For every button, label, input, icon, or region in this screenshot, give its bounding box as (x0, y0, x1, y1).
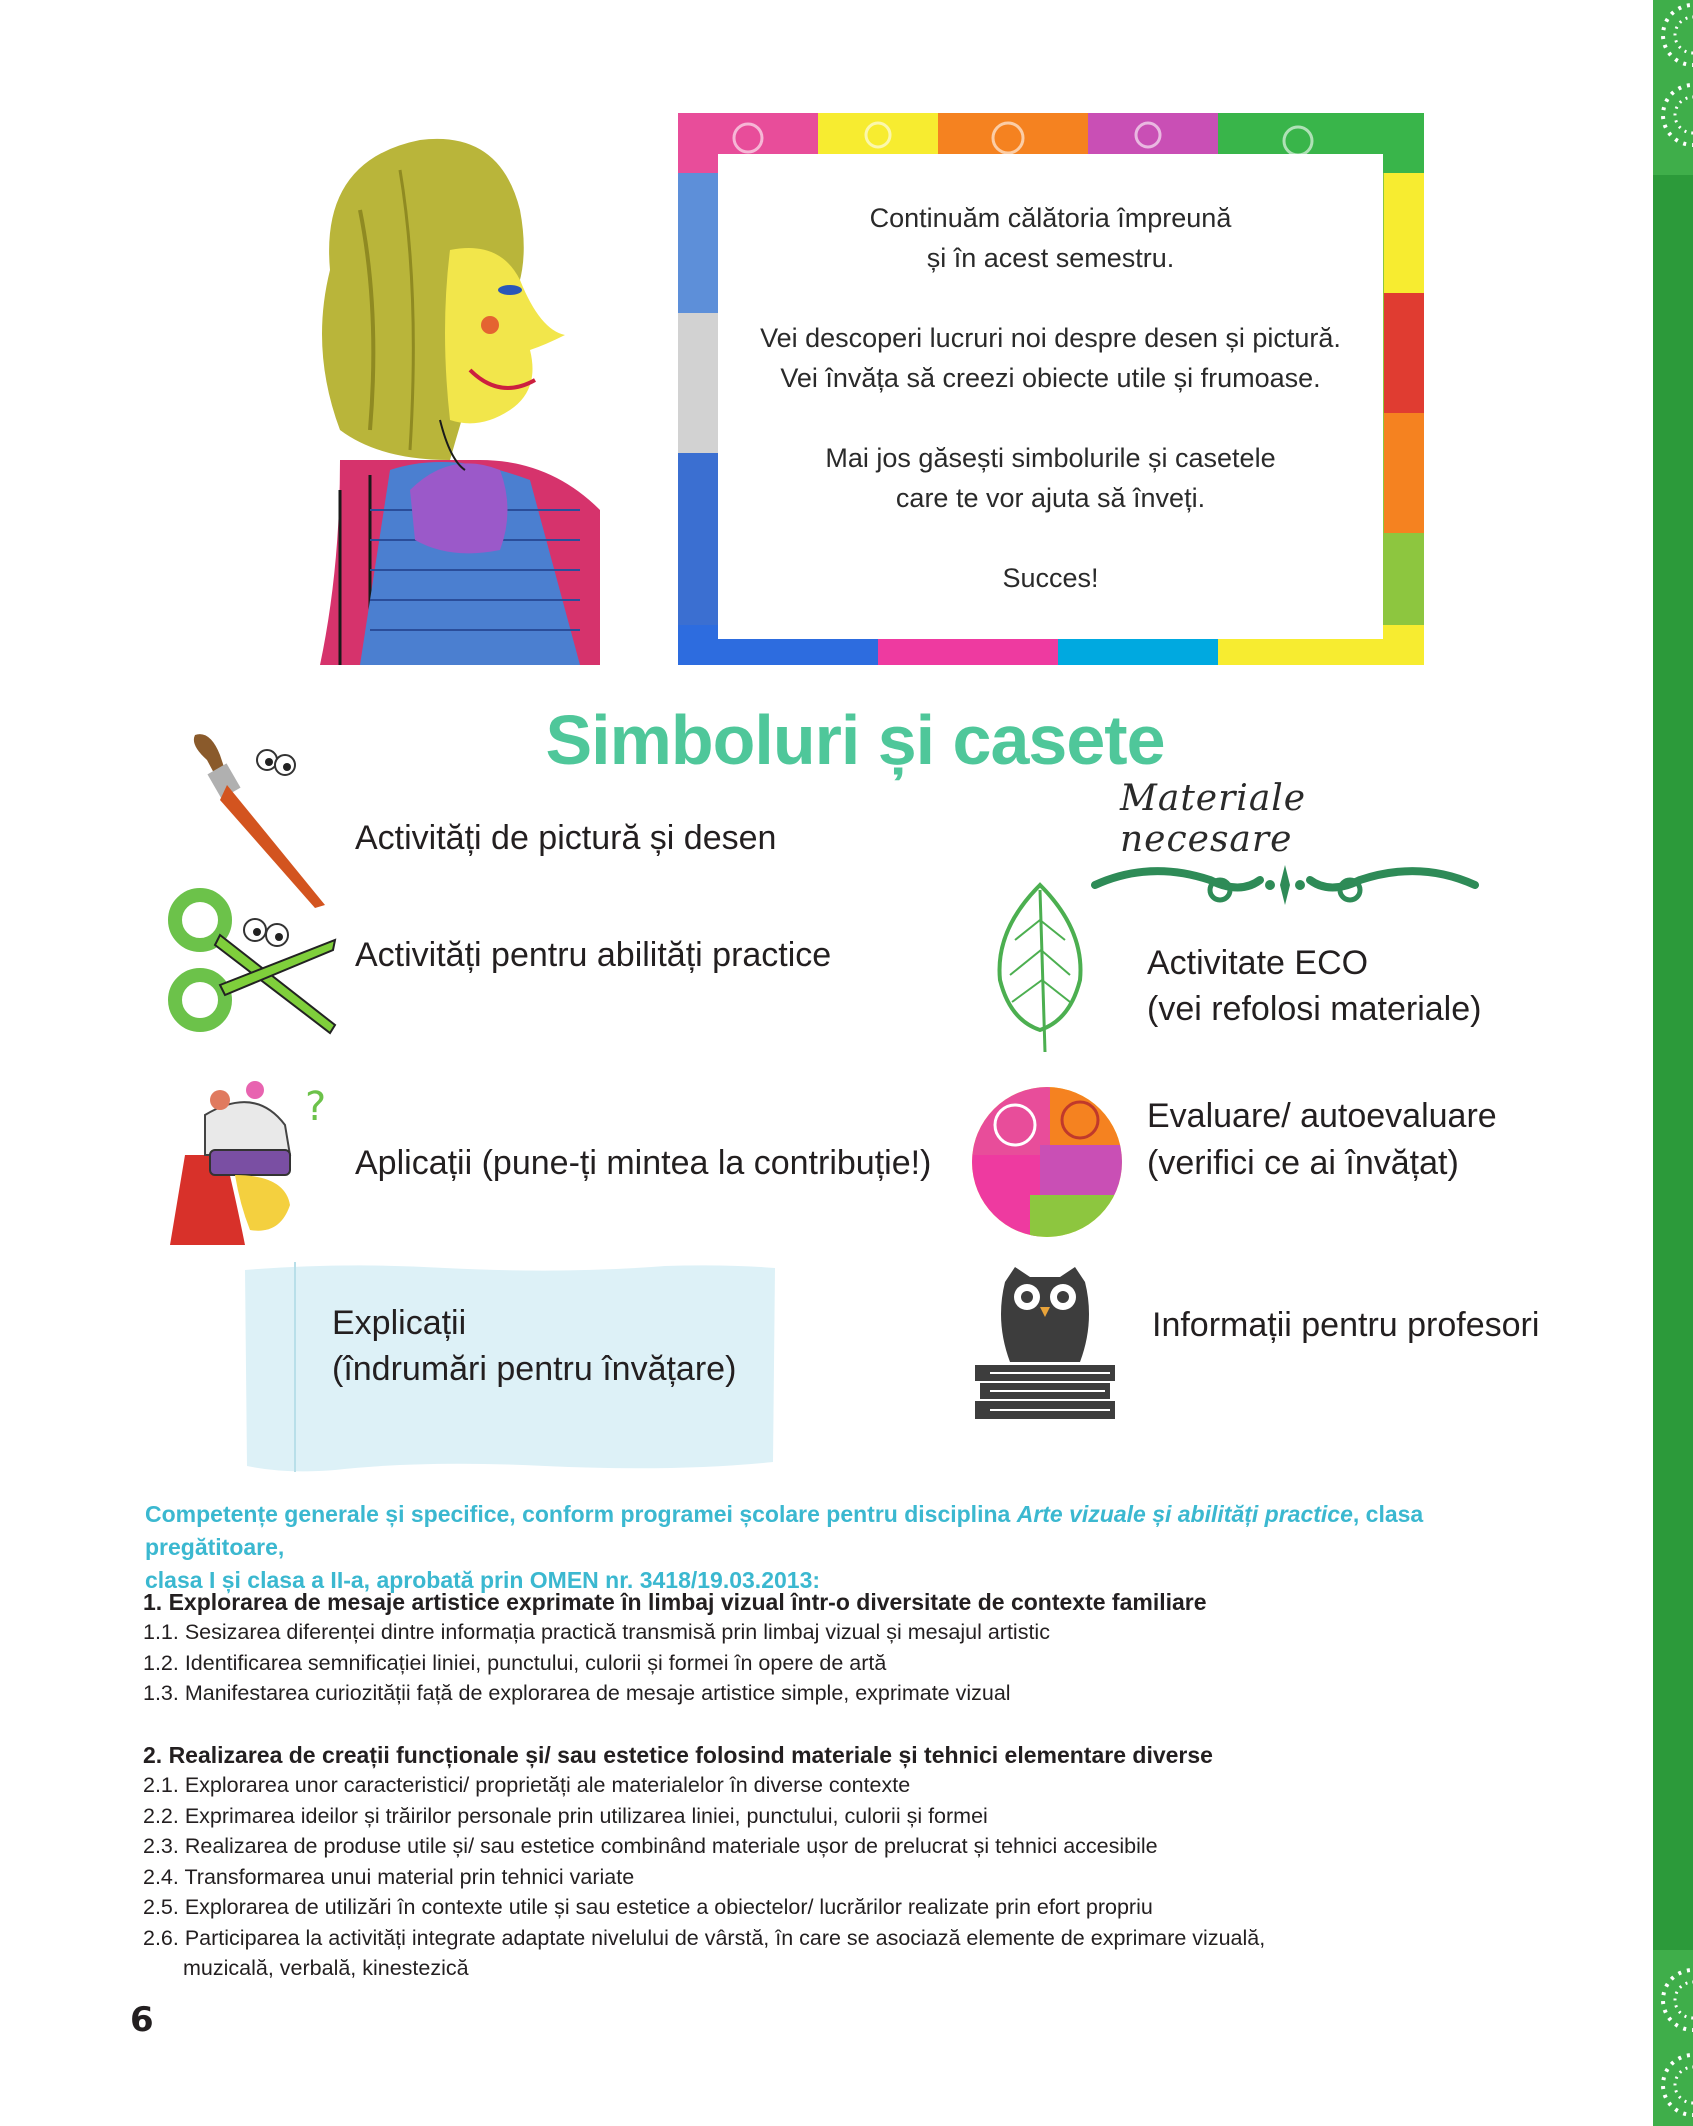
symbol-label-practical: Activități pentru abilități practice (355, 936, 832, 974)
symbol-label-painting: Activități de pictură și desen (355, 819, 777, 857)
competente-intro-line2: clasa I și clasa a II-a, aprobată prin OMEN nr. 3418/19.03.2013: (145, 1567, 821, 1593)
owl-on-books-icon (970, 1262, 1120, 1422)
intro-line: care te vor ajuta să înveți. (895, 483, 1206, 513)
materials-title: Materiale necesare (1120, 778, 1307, 860)
right-decorative-strip (1653, 0, 1693, 2126)
thinking-girl-icon (165, 1075, 340, 1245)
intro-text-box (718, 154, 1383, 639)
discipline-name: Arte vizuale și abilități practice (1016, 1501, 1353, 1527)
competence-item: 2.6. Participarea la activități integrate adaptate nivelului de vârstă, în care se asociază elemente de exprimare vizuală, (143, 1925, 1266, 1950)
paintbrush-icon (185, 725, 335, 910)
intro-line: Continuăm călătoria împreună (869, 203, 1232, 233)
competente-intro-text-2: , clasa pregătitoare, (145, 1501, 1424, 1560)
teachers-label: Informații pentru profesori (1152, 1306, 1540, 1344)
evaluation-subtitle: (verifici ce ai învățat) (1147, 1144, 1459, 1182)
right-strip-pattern-bottom (1653, 1950, 1693, 2126)
right-strip-pattern-top (1653, 0, 1693, 175)
competente-intro-text: Competențe generale și specifice, conform programei școlare pentru disciplina (145, 1501, 1017, 1527)
leaf-icon (990, 880, 1090, 1055)
competence-heading: 2. Realizarea de creații funcționale și/ sau estetice folosind materiale și tehnici elementare diverse (143, 1742, 1213, 1768)
competence-item: 2.4. Transformarea unui material prin tehnici variate (143, 1864, 635, 1889)
competence-item: 2.2. Exprimarea ideilor și trăirilor personale prin utilizarea liniei, punctului, culorii și formei (143, 1803, 988, 1828)
intro-line: Vei învăța să creezi obiecte utile și frumoase. (780, 363, 1321, 393)
explanation-title: Explicații (332, 1304, 467, 1342)
intro-line: Mai jos găsești simbolurile și casetele (825, 443, 1276, 473)
competence-heading: 1. Explorarea de mesaje artistice exprimate în limbaj vizual într-o diversitate de contexte familiare (143, 1589, 1207, 1615)
section-title: Simboluri și casete (545, 701, 1165, 779)
dots-pattern-icon (1653, 0, 1693, 175)
intro-line: și în acest semestru. (926, 243, 1175, 273)
intro-line: Succes! (1002, 563, 1099, 593)
svg-text:?: ? (305, 1084, 327, 1130)
girl-illustration (300, 130, 600, 665)
competente-intro (145, 1498, 1515, 1597)
evaluation-title: Evaluare/ autoevaluare (1147, 1097, 1497, 1135)
ornament-swirl-icon (1090, 850, 1480, 920)
intro-line: Vei descoperi lucruri noi despre desen și pictură. (760, 323, 1341, 353)
eco-title: Activitate ECO (1147, 944, 1369, 982)
competence-item: 2.1. Explorarea unor caracteristici/ proprietăți ale materialelor în diverse contexte (143, 1773, 911, 1797)
scissors-icon (165, 885, 340, 1035)
competence-item: 1.3. Manifestarea curiozității față de explorarea de mesaje artistice simple, exprimate vizual (143, 1681, 1011, 1705)
competence-group-2 (143, 1740, 1543, 1984)
eco-subtitle: (vei refolosi materiale) (1147, 990, 1482, 1028)
competence-group-1 (143, 1587, 1543, 1709)
dots-pattern-icon (1653, 1950, 1693, 2126)
explanation-subtitle: (îndrumări pentru învățare) (332, 1350, 737, 1388)
colorful-circle-icon (970, 1085, 1125, 1240)
competence-item: 1.2. Identificarea semnificației liniei, punctului, culorii și formei în opere de artă (143, 1650, 887, 1675)
symbol-label-applications: Aplicații (pune-ți mintea la contribuție!) (355, 1144, 932, 1182)
competence-item: 2.5. Explorarea de utilizări în contexte utile și sau estetice a obiectelor/ lucrărilor realizate prin efort propriu (143, 1895, 1153, 1919)
competence-item-continuation: muzicală, verbală, kinestezică (183, 1956, 469, 1980)
page-number: 6 (130, 2000, 154, 2040)
competence-item: 2.3. Realizarea de produse utile și/ sau estetice combinând materiale ușor de prelucrat și tehnici accesibile (143, 1834, 1158, 1858)
competence-item: 1.1. Sesizarea diferenței dintre informația practică transmisă prin limbaj vizual și mesajul artistic (143, 1620, 1050, 1644)
